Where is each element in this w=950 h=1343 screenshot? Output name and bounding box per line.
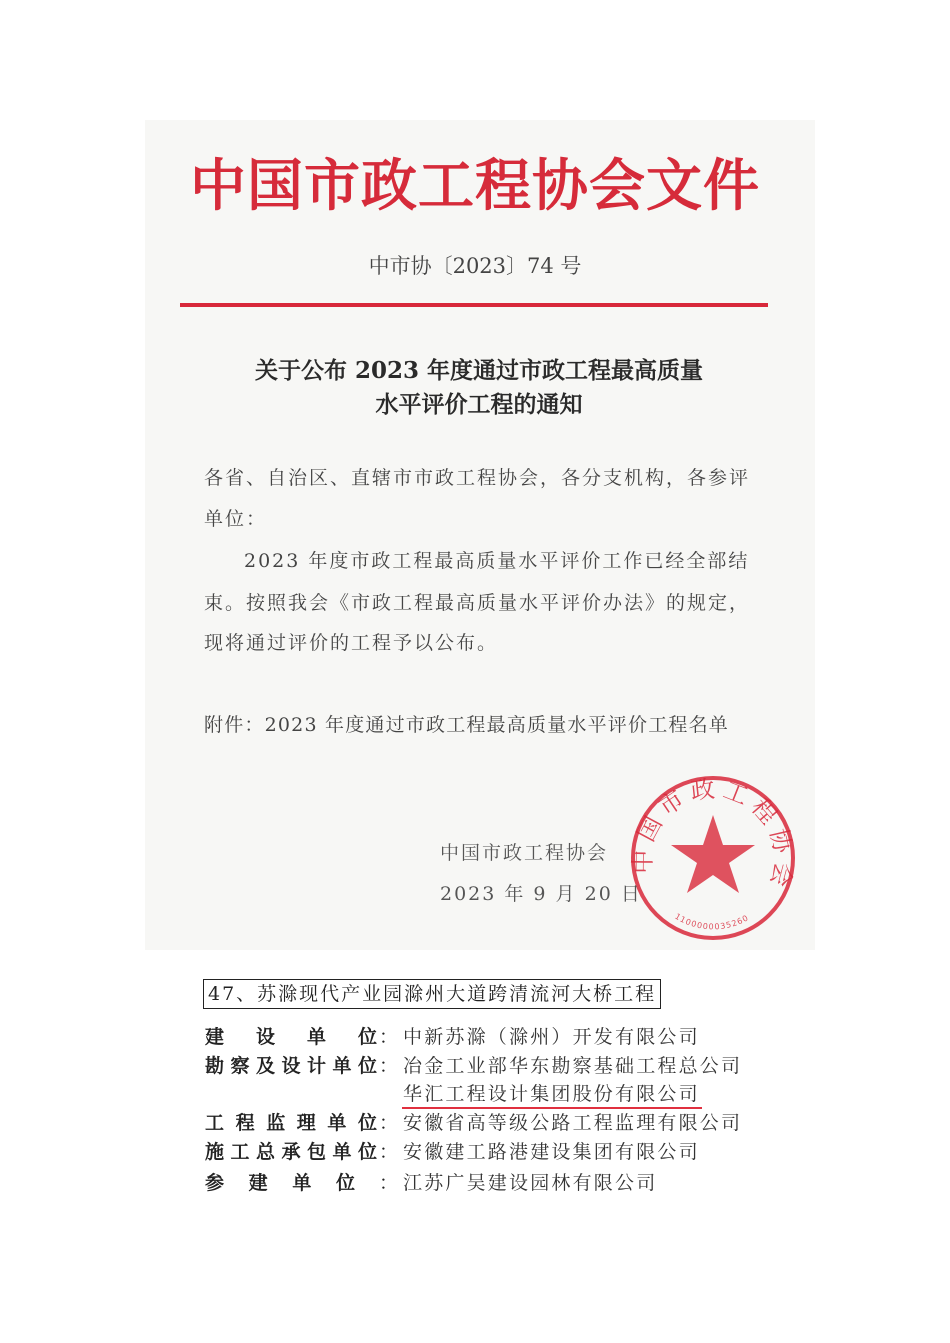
project-heading: 47、苏滁现代产业园滁州大道跨清流河大桥工程 <box>203 979 661 1009</box>
official-seal-stamp <box>628 773 798 943</box>
row-label: 工程监理单位 <box>205 1112 377 1134</box>
org-header-title: 中国市政工程协会文件 <box>190 153 760 219</box>
row-construction-unit <box>205 1023 765 1051</box>
row-value-highlighted: 华汇工程设计集团股份有限公司 <box>403 1083 700 1105</box>
row-survey-design-unit-2 <box>205 1080 765 1108</box>
salutation-line1: 各省、自治区、直辖市市政工程协会，各分支机构，各参评 <box>204 467 751 489</box>
notice-title-line1: 关于公布 2023 年度通过市政工程最高质量 <box>254 357 704 384</box>
row-colon: ： <box>379 1055 399 1077</box>
row-value: 江苏广吴建设园林有限公司 <box>403 1172 658 1194</box>
paragraph-line1: 2023 年度市政工程最高质量水平评价工作已经全部结 <box>244 550 750 572</box>
signer-name: 中国市政工程协会 <box>440 842 609 864</box>
row-value: 安徽省高等级公路工程监理有限公司 <box>403 1112 743 1134</box>
row-survey-design-unit <box>205 1052 765 1080</box>
row-label: 建设单位 <box>205 1026 377 1048</box>
row-colon: ： <box>379 1026 399 1048</box>
row-value: 中新苏滁（滁州）开发有限公司 <box>403 1026 700 1048</box>
row-colon: ： <box>379 1141 399 1163</box>
row-participating-unit <box>205 1169 765 1197</box>
row-label: 参建单位 <box>205 1172 355 1194</box>
issue-date: 2023 年 9 月 20 日 <box>440 883 642 905</box>
row-colon: ： <box>379 1172 399 1194</box>
notice-title-line2: 水平评价工程的通知 <box>375 391 583 418</box>
document-number: 中市协〔2023〕74 号 <box>368 254 582 278</box>
paragraph-line3: 现将通过评价的工程予以公布。 <box>204 632 499 654</box>
red-divider <box>180 303 768 307</box>
row-value: 安徽建工路港建设集团有限公司 <box>403 1141 700 1163</box>
row-colon: ： <box>379 1112 399 1134</box>
svg-text:中国市政工程协会: 中国市政工程协会 <box>628 774 798 896</box>
row-label: 勘察及设计单位 <box>205 1055 377 1077</box>
paragraph-line2: 束。按照我会《市政工程最高质量水平评价办法》的规定， <box>204 592 751 614</box>
svg-text:1100000035260: 1100000035260 <box>673 911 751 932</box>
row-supervision-unit <box>205 1109 765 1137</box>
salutation-line2: 单位： <box>204 508 268 530</box>
row-general-contractor <box>205 1138 765 1166</box>
row-label: 施工总承包单位 <box>205 1141 377 1163</box>
attachment-line: 附件：2023 年度通过市政工程最高质量水平评价工程名单 <box>204 714 729 736</box>
row-value: 冶金工业部华东勘察基础工程总公司 <box>403 1055 743 1077</box>
